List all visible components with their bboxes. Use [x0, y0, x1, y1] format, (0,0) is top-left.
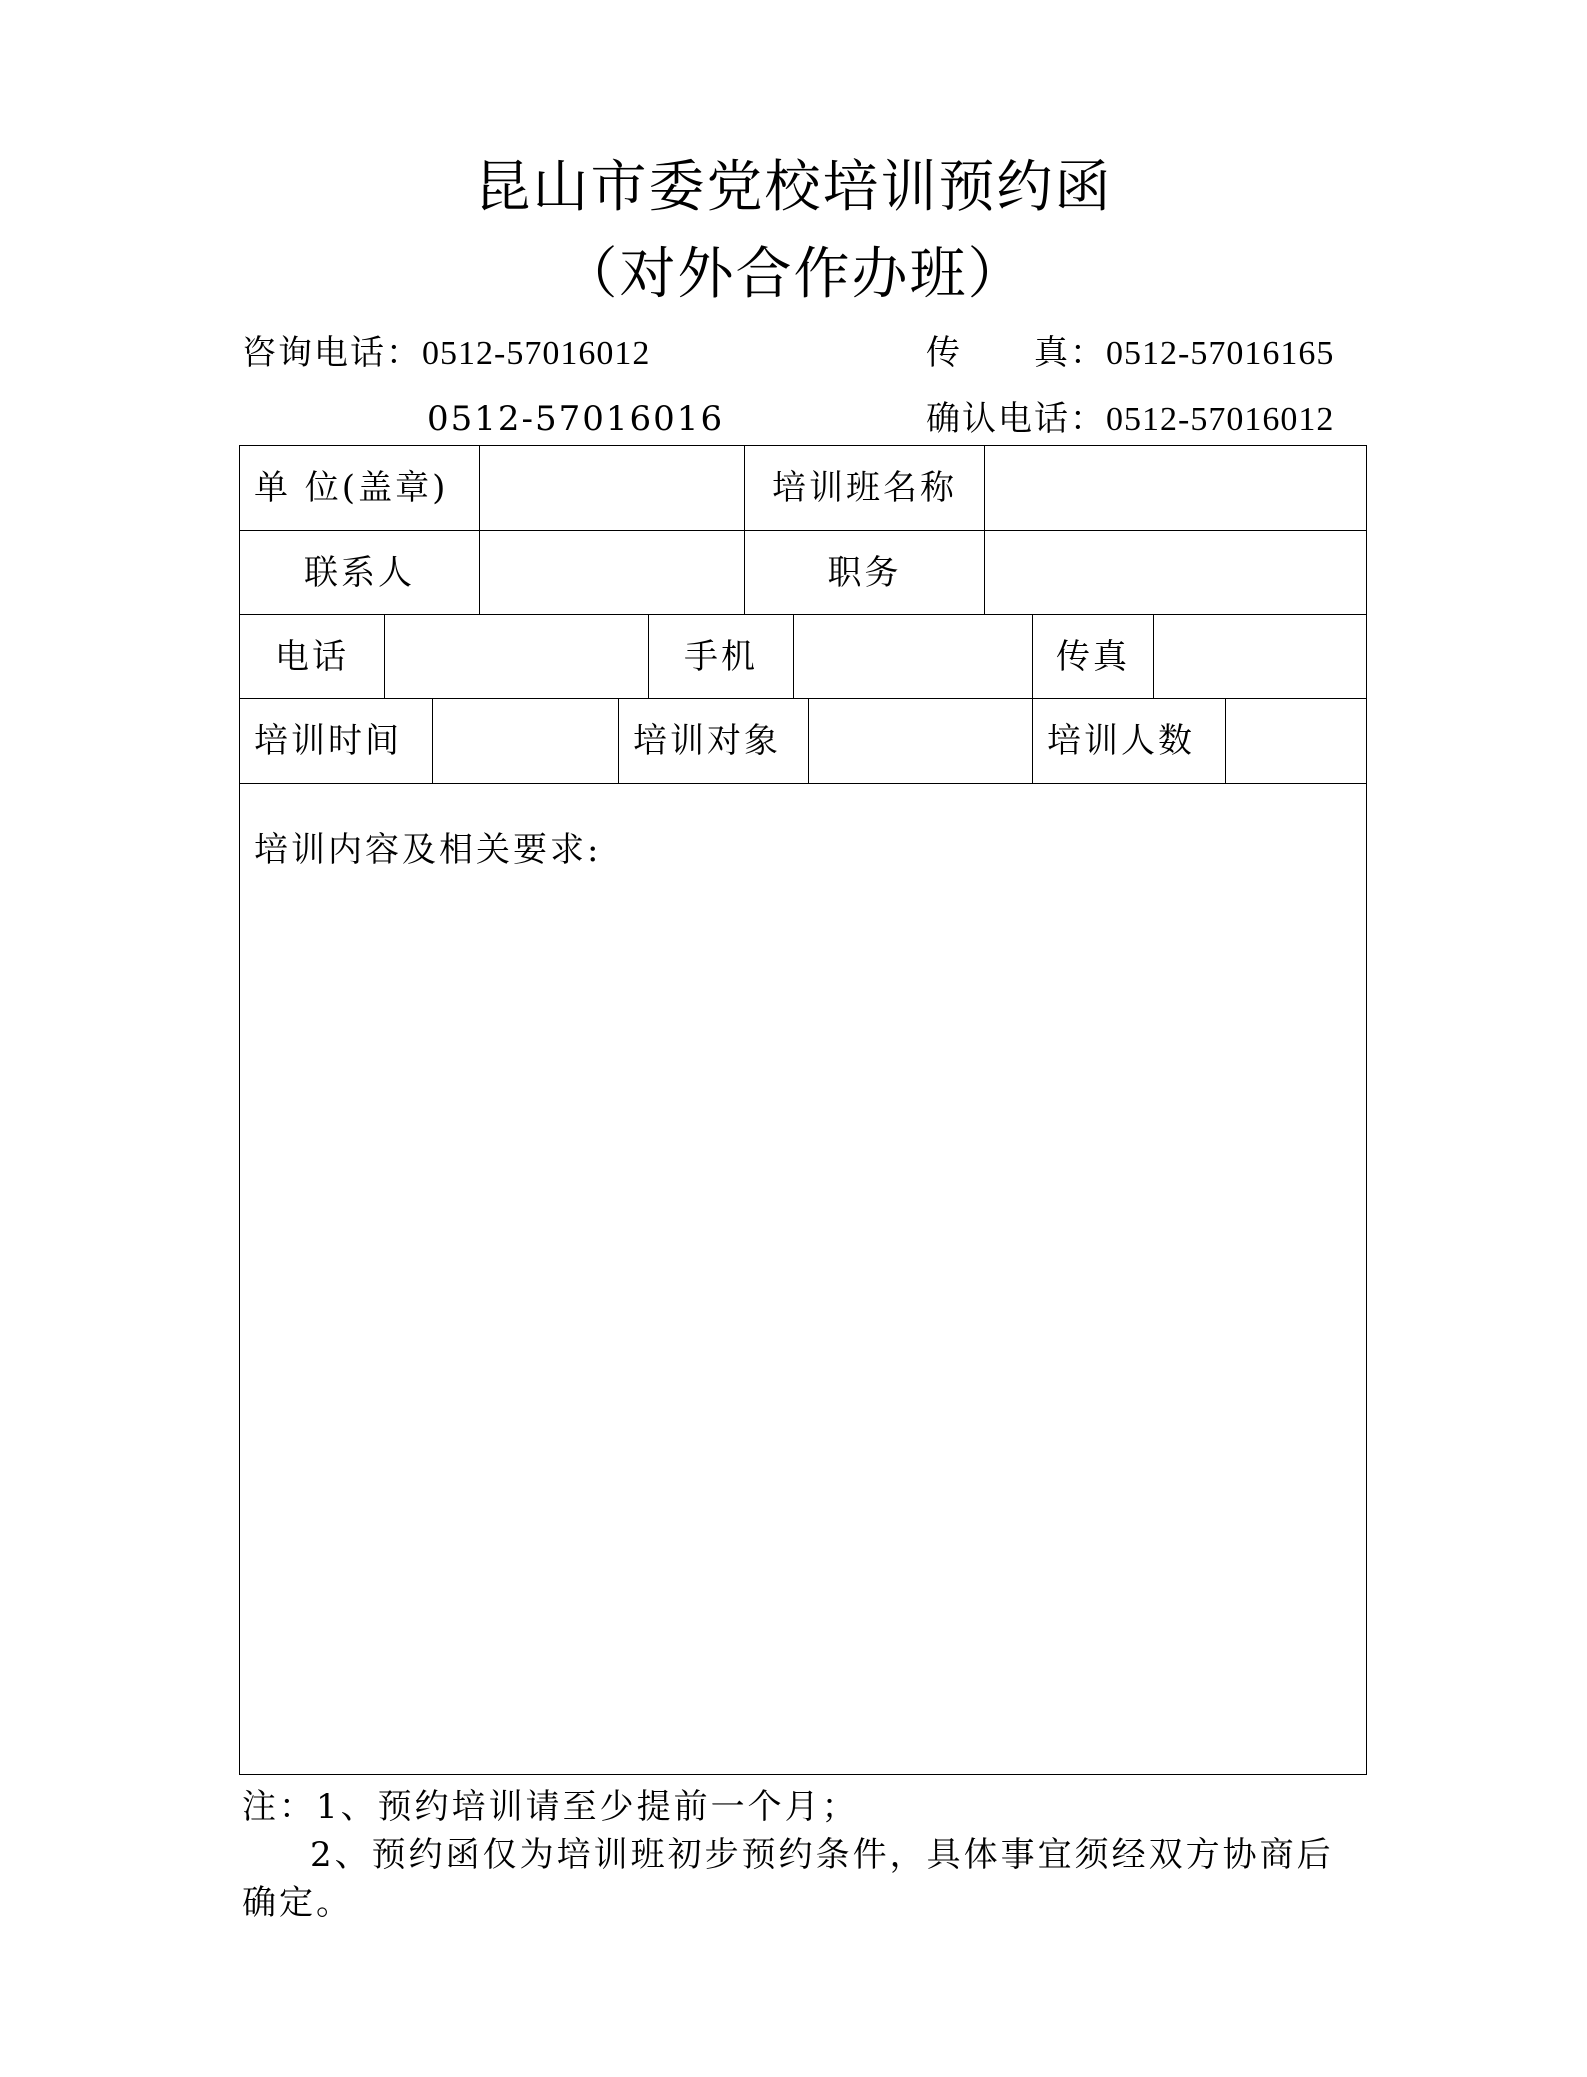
form-row-unit — [240, 446, 1366, 531]
confirm-phone-label: 确认电话： — [926, 399, 1106, 439]
contact-person-field[interactable] — [480, 531, 745, 614]
fax-number: 0512-57016165 — [1106, 335, 1335, 372]
training-content-label: 培训内容及相关要求: — [254, 830, 602, 870]
training-time-label: 培训时间 — [240, 699, 433, 783]
training-time-field[interactable] — [433, 699, 619, 783]
training-target-label: 培训对象 — [619, 699, 809, 783]
form-row-contact — [240, 531, 1366, 615]
consult-phone-label: 咨询电话： — [242, 333, 422, 373]
document-title: 昆山市委党校培训预约函 — [474, 155, 1113, 220]
note-line-2: 2、预约函仅为培训班初步预约条件，具体事宜须经双方协商后 — [310, 1835, 1334, 1875]
training-count-field[interactable] — [1226, 699, 1368, 783]
consult-phone-line — [242, 333, 651, 373]
unit-field[interactable] — [480, 446, 745, 530]
unit-label: 单 位(盖章) — [240, 446, 480, 530]
form-row-training — [240, 699, 1366, 784]
fax-line — [926, 333, 1335, 373]
mobile-field[interactable] — [794, 615, 1033, 698]
mobile-label: 手机 — [649, 615, 794, 698]
fax-number-label: 传 真： — [926, 333, 1106, 373]
contact-person-label: 联系人 — [240, 531, 480, 614]
form-fax-field[interactable] — [1154, 615, 1368, 698]
training-target-field[interactable] — [809, 699, 1033, 783]
confirm-phone-line — [926, 399, 1335, 439]
training-content-area[interactable] — [240, 784, 1366, 1774]
training-count-label: 培训人数 — [1033, 699, 1226, 783]
consult-phone-2: 0512-57016016 — [427, 399, 725, 439]
confirm-phone: 0512-57016012 — [1106, 401, 1335, 438]
position-field[interactable] — [985, 531, 1368, 614]
form-fax-label: 传真 — [1033, 615, 1154, 698]
note-line-3: 确定。 — [242, 1883, 353, 1923]
class-name-field[interactable] — [985, 446, 1368, 530]
phone-field[interactable] — [385, 615, 649, 698]
document-subtitle: （对外合作办班） — [561, 242, 1026, 307]
phone-label: 电话 — [240, 615, 385, 698]
note-line-1: 注：1、预约培训请至少提前一个月； — [242, 1787, 859, 1827]
booking-form-table — [239, 445, 1367, 1775]
class-name-label: 培训班名称 — [745, 446, 985, 530]
consult-phone-1: 0512-57016012 — [422, 335, 651, 372]
form-row-phones — [240, 615, 1366, 699]
position-label: 职务 — [745, 531, 985, 614]
